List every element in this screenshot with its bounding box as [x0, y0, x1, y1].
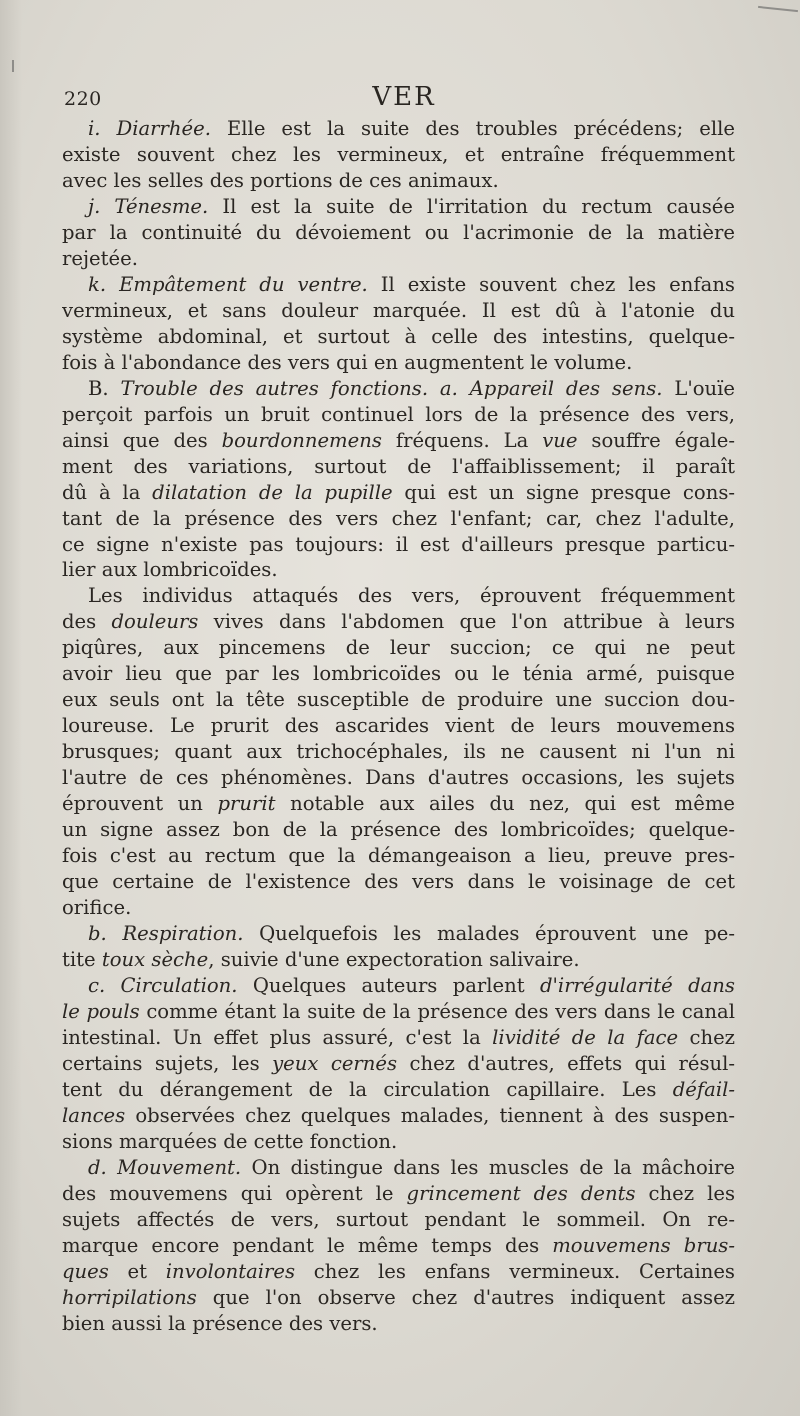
text-line [62, 272, 735, 298]
text-line [62, 687, 735, 713]
italic-text: yeux cernés [272, 1051, 398, 1075]
text-line [62, 713, 735, 739]
text-run: tant de la présence des vers chez l'enfant; car, chez l'adulte, [62, 506, 735, 530]
text-run: vermineux, et sans douleur marquée. Il est dû à l'atonie du [62, 298, 735, 322]
italic-text: défail- [672, 1077, 735, 1101]
italic-text: bourdonnemens [221, 428, 382, 452]
italic-text: k. Empâtement du ventre. [88, 272, 368, 296]
text-line [62, 1025, 735, 1051]
text-run: comme étant la suite de la présence des vers dans le canal [139, 999, 735, 1023]
text-line [62, 402, 735, 428]
text-run: loureuse. Le prurit des ascarides vient de leurs mouvemens [62, 714, 735, 738]
text-line [62, 220, 735, 246]
text-line [62, 1051, 735, 1077]
italic-text: d. Mouvement. [88, 1155, 242, 1179]
italic-text: toux sèche [101, 948, 209, 971]
page-number: 220 [64, 88, 102, 110]
text-run: des mouvemens qui opèrent le [62, 1181, 407, 1205]
text-line [62, 298, 735, 324]
italic-text: involontaires [165, 1259, 296, 1283]
text-line [62, 895, 735, 921]
text-run: Les individus attaqués des vers, éprouvent fréquemment [88, 584, 735, 608]
text-run: éprouvent un [62, 792, 218, 816]
text-line [62, 1155, 735, 1181]
italic-text: b. Respiration. [88, 922, 244, 946]
text-run: brusques; quant aux trichocéphales, ils ne causent ni l'un ni [62, 740, 735, 764]
text-run: dû à la [62, 480, 153, 504]
text-line [62, 194, 735, 220]
italic-text: mouvemens brus- [552, 1233, 735, 1257]
text-run: que l'on observe chez d'autres indiquent assez [196, 1285, 735, 1309]
italic-text: vue [542, 428, 578, 452]
text-run: fois à l'abondance des vers qui en augmentent le volume. [62, 350, 633, 374]
text-line [62, 246, 735, 272]
text-line [62, 168, 735, 194]
italic-text: j. Ténesme. [88, 194, 209, 218]
text-line [62, 843, 735, 869]
text-run: Quelques auteurs parlent [237, 973, 540, 997]
text-run: fréquens. La [381, 428, 543, 452]
text-run: tent du dérangement de la circulation capillaire. Les [62, 1077, 673, 1101]
text-line [62, 350, 735, 376]
text-run: que certaine de l'existence des vers dans le voisinage de cet [62, 870, 735, 894]
italic-text: prurit [217, 792, 276, 816]
text-line [62, 532, 735, 558]
text-run: existe souvent chez les vermineux, et entraîne fréquemment [62, 142, 735, 166]
text-line [62, 1233, 735, 1259]
text-line [62, 765, 735, 791]
text-line [62, 1181, 735, 1207]
text-run: par la continuité du dévoiement ou l'acrimonie de la matière [62, 220, 735, 244]
text-line [62, 635, 735, 661]
text-run: chez d'autres, effets qui résul- [397, 1051, 735, 1075]
text-run: eux seuls ont la tête susceptible de produire une succion dou- [62, 688, 735, 712]
text-line [62, 142, 735, 168]
text-run: On distingue dans les muscles de la mâchoire [241, 1155, 735, 1179]
text-run: tite [62, 948, 102, 971]
text-run: chez les [635, 1181, 735, 1205]
corner-scratch [758, 6, 798, 12]
text-line [62, 1207, 735, 1233]
text-run: notable aux ailes du nez, qui est même [275, 792, 735, 816]
text-line [62, 583, 735, 609]
text-run: et [108, 1259, 166, 1283]
text-run: chez les enfans vermineux. Certaines [295, 1259, 735, 1283]
text-line [62, 1077, 735, 1103]
text-run: , suivie d'une expectoration salivaire. [208, 948, 580, 971]
text-line [62, 869, 735, 895]
italic-text: lividité de la face [492, 1025, 679, 1049]
text-run: Elle est la suite des troubles précédens; elle [210, 117, 735, 140]
text-run: bien aussi la présence des vers. [62, 1311, 378, 1335]
text-line [62, 454, 735, 480]
text-line [62, 1259, 735, 1285]
italic-text: grincement des dents [406, 1181, 636, 1205]
running-head: VER [372, 82, 436, 112]
text-run: fois c'est au rectum que la démangeaison a lieu, preuve pres- [62, 844, 735, 868]
text-line [62, 999, 735, 1025]
text-run: observées chez quelques malades, tiennent à des suspen- [125, 1103, 735, 1127]
italic-text: douleurs [111, 610, 199, 634]
text-line [62, 1311, 735, 1337]
text-run: orifice. [62, 896, 132, 920]
italic-text: i. Diarrhée. [88, 117, 211, 140]
text-run: Il est la suite de l'irritation du rectum causée [208, 194, 735, 218]
text-run: rejetée. [62, 246, 138, 270]
text-run: B. [88, 376, 121, 400]
text-run: marque encore pendant le même temps des [62, 1233, 553, 1257]
text-line [62, 609, 735, 635]
text-run: certains sujets, les [62, 1051, 273, 1075]
italic-text: lances [62, 1103, 126, 1127]
text-run: chez [678, 1025, 735, 1049]
text-run: qui est un signe presque cons- [392, 480, 735, 504]
text-run: ce signe n'existe pas toujours: il est d'ailleurs presque particu- [62, 532, 735, 556]
text-run: Il existe souvent chez les enfans [367, 272, 735, 296]
italic-text: ques [62, 1259, 109, 1283]
text-line [62, 791, 735, 817]
page-fold-shadow [0, 0, 22, 1416]
text-line [62, 324, 735, 350]
text-line [62, 817, 735, 843]
page-header [64, 82, 734, 116]
italic-text: c. Circulation. [88, 973, 238, 997]
text-run: l'autre de ces phénomènes. Dans d'autres occasions, les sujets [62, 766, 735, 790]
text-run: Quelquefois les malades éprouvent une pe- [243, 922, 735, 946]
text-run: un signe assez bon de la présence des lombricoïdes; quelque- [62, 818, 735, 842]
text-run: lier aux lombricoïdes. [62, 558, 278, 582]
italic-text: le pouls [62, 999, 140, 1023]
text-run: avoir lieu que par les lombricoïdes ou le ténia armé, puisque [62, 662, 735, 686]
text-line [62, 947, 735, 973]
text-line [62, 661, 735, 687]
text-run: perçoit parfois un bruit continuel lors de la présence des vers, [62, 402, 735, 426]
text-run: système abdominal, et surtout à celle des intestins, quelque- [62, 324, 735, 348]
text-line [62, 376, 735, 402]
text-line [62, 116, 735, 142]
text-run: ainsi que des [62, 428, 222, 452]
text-run: avec les selles des portions de ces animaux. [62, 168, 499, 192]
italic-text: dilatation de la pupille [152, 480, 393, 504]
text-line [62, 506, 735, 532]
text-run: L'ouïe [662, 376, 735, 400]
margin-speck [12, 60, 14, 72]
text-line [62, 480, 735, 506]
text-run: sions marquées de cette fonction. [62, 1129, 398, 1153]
text-line [62, 1285, 735, 1311]
text-line [62, 739, 735, 765]
text-line [62, 1103, 735, 1129]
text-line [62, 1129, 735, 1155]
text-line [62, 428, 735, 454]
text-run: souffre égale- [577, 428, 735, 452]
italic-text: horripilations [62, 1285, 197, 1309]
text-line [62, 921, 735, 947]
text-run: vives dans l'abdomen que l'on attribue à leurs [198, 610, 735, 634]
text-run: sujets affectés de vers, surtout pendant le sommeil. On re- [62, 1207, 735, 1231]
body-text [62, 116, 735, 1337]
text-run: piqûres, aux pincemens de leur succion; ce qui ne peut [62, 636, 735, 660]
text-run: ment des variations, surtout de l'affaiblissement; il paraît [62, 454, 735, 478]
text-line [62, 973, 735, 999]
italic-text: d'irrégularité dans [540, 973, 735, 997]
text-run: des [62, 610, 112, 634]
text-line [62, 557, 735, 583]
italic-text: Trouble des autres fonctions. a. Appareil des sens. [120, 376, 663, 400]
text-run: intestinal. Un effet plus assuré, c'est la [62, 1025, 493, 1049]
